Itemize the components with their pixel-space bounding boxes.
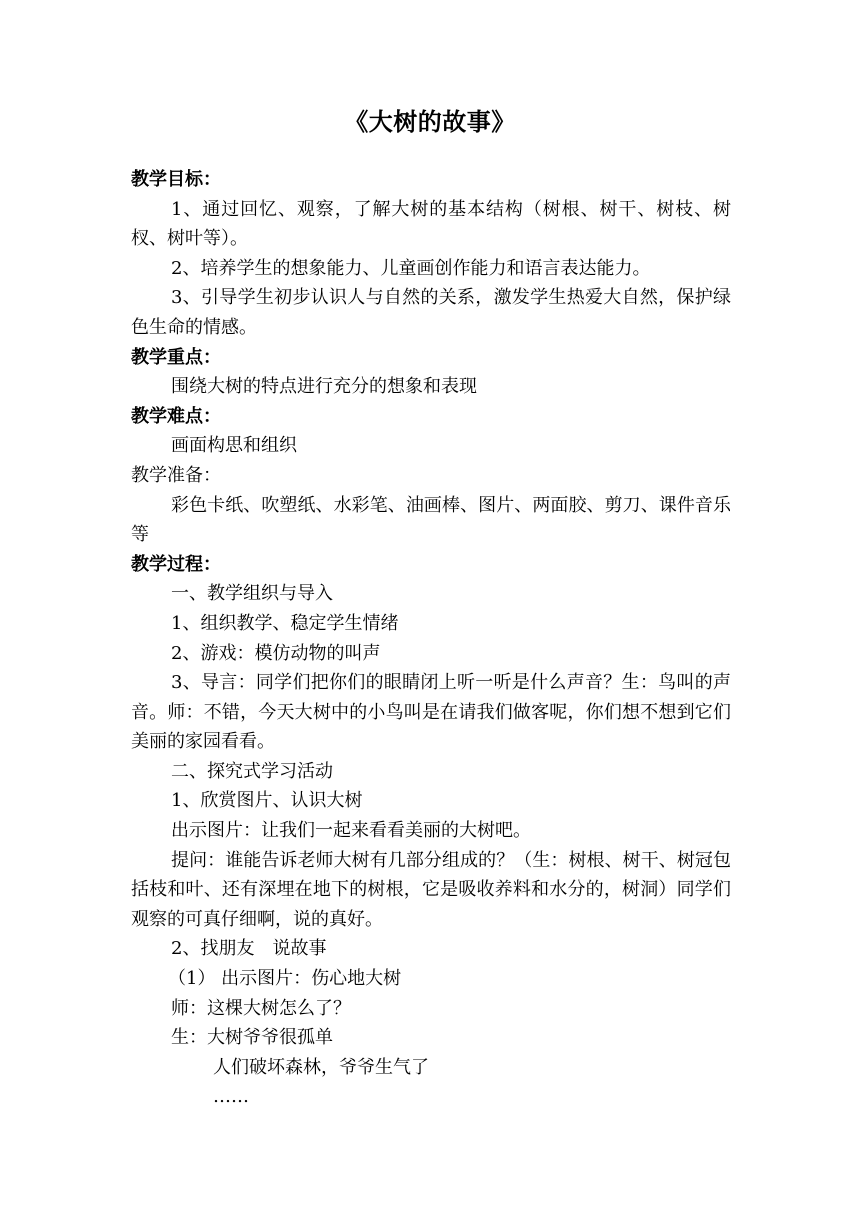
process-line: 一、教学组织与导入 [171, 583, 333, 605]
process-line: 1、组织教学、稳定学生情绪 [171, 612, 399, 634]
process-line: …… [213, 1086, 249, 1108]
process-line: 生：大树爷爷很孤单 [171, 1027, 333, 1049]
process-line: 师：这棵大树怎么了？ [171, 997, 351, 1019]
process-line: 出示图片：让我们一起来看看美丽的大树吧。 [171, 820, 531, 842]
key-points-heading: 教学重点： [131, 346, 221, 368]
preparation-text: 彩色卡纸、吹塑纸、水彩笔、油画棒、图片、两面胶、剪刀、课件音乐等 [131, 494, 731, 546]
objective-item-1: 1、通过回忆、观察，了解大树的基本结构（树根、树干、树枝、树杈、树叶等）。 [131, 198, 731, 250]
process-line: 2、找朋友 说故事 [171, 938, 327, 960]
preparation-heading: 教学准备： [131, 464, 221, 486]
process-heading: 教学过程： [131, 553, 221, 575]
key-points-text: 围绕大树的特点进行充分的想象和表现 [171, 376, 477, 398]
process-line: 2、游戏：模仿动物的叫声 [171, 642, 381, 664]
process-line: （1） 出示图片：伤心地大树 [168, 968, 402, 990]
process-line: 提问：谁能告诉老师大树有几部分组成的？（生：树根、树干、树冠包括枝和叶、还有深埋在地下的树根，它是吸收养料和水分的，树洞）同学们观察的可真仔细啊，说的真好。 [131, 849, 731, 930]
difficulties-text: 画面构思和组织 [171, 435, 297, 457]
process-line: 二、探究式学习活动 [171, 760, 333, 782]
document-title: 《大树的故事》 [344, 107, 516, 136]
objectives-heading: 教学目标： [131, 169, 221, 190]
process-line: 3、导言：同学们把你们的眼睛闭上听一听是什么声音？生：鸟叫的声音。师：不错，今天大树中的小鸟叫是在请我们做客呢，你们想不想到它们美丽的家园看看。 [131, 672, 731, 753]
process-line: 人们破坏森林，爷爷生气了 [213, 1056, 429, 1078]
difficulties-heading: 教学难点： [131, 405, 221, 427]
process-line: 1、欣赏图片、认识大树 [171, 790, 363, 812]
objective-item-3: 3、引导学生初步认识人与自然的关系，激发学生热爱大自然，保护绿色生命的情感。 [131, 287, 731, 338]
objective-item-2: 2、培养学生的想象能力、儿童画创作能力和语言表达能力。 [171, 257, 651, 279]
document-body [131, 165, 731, 1112]
